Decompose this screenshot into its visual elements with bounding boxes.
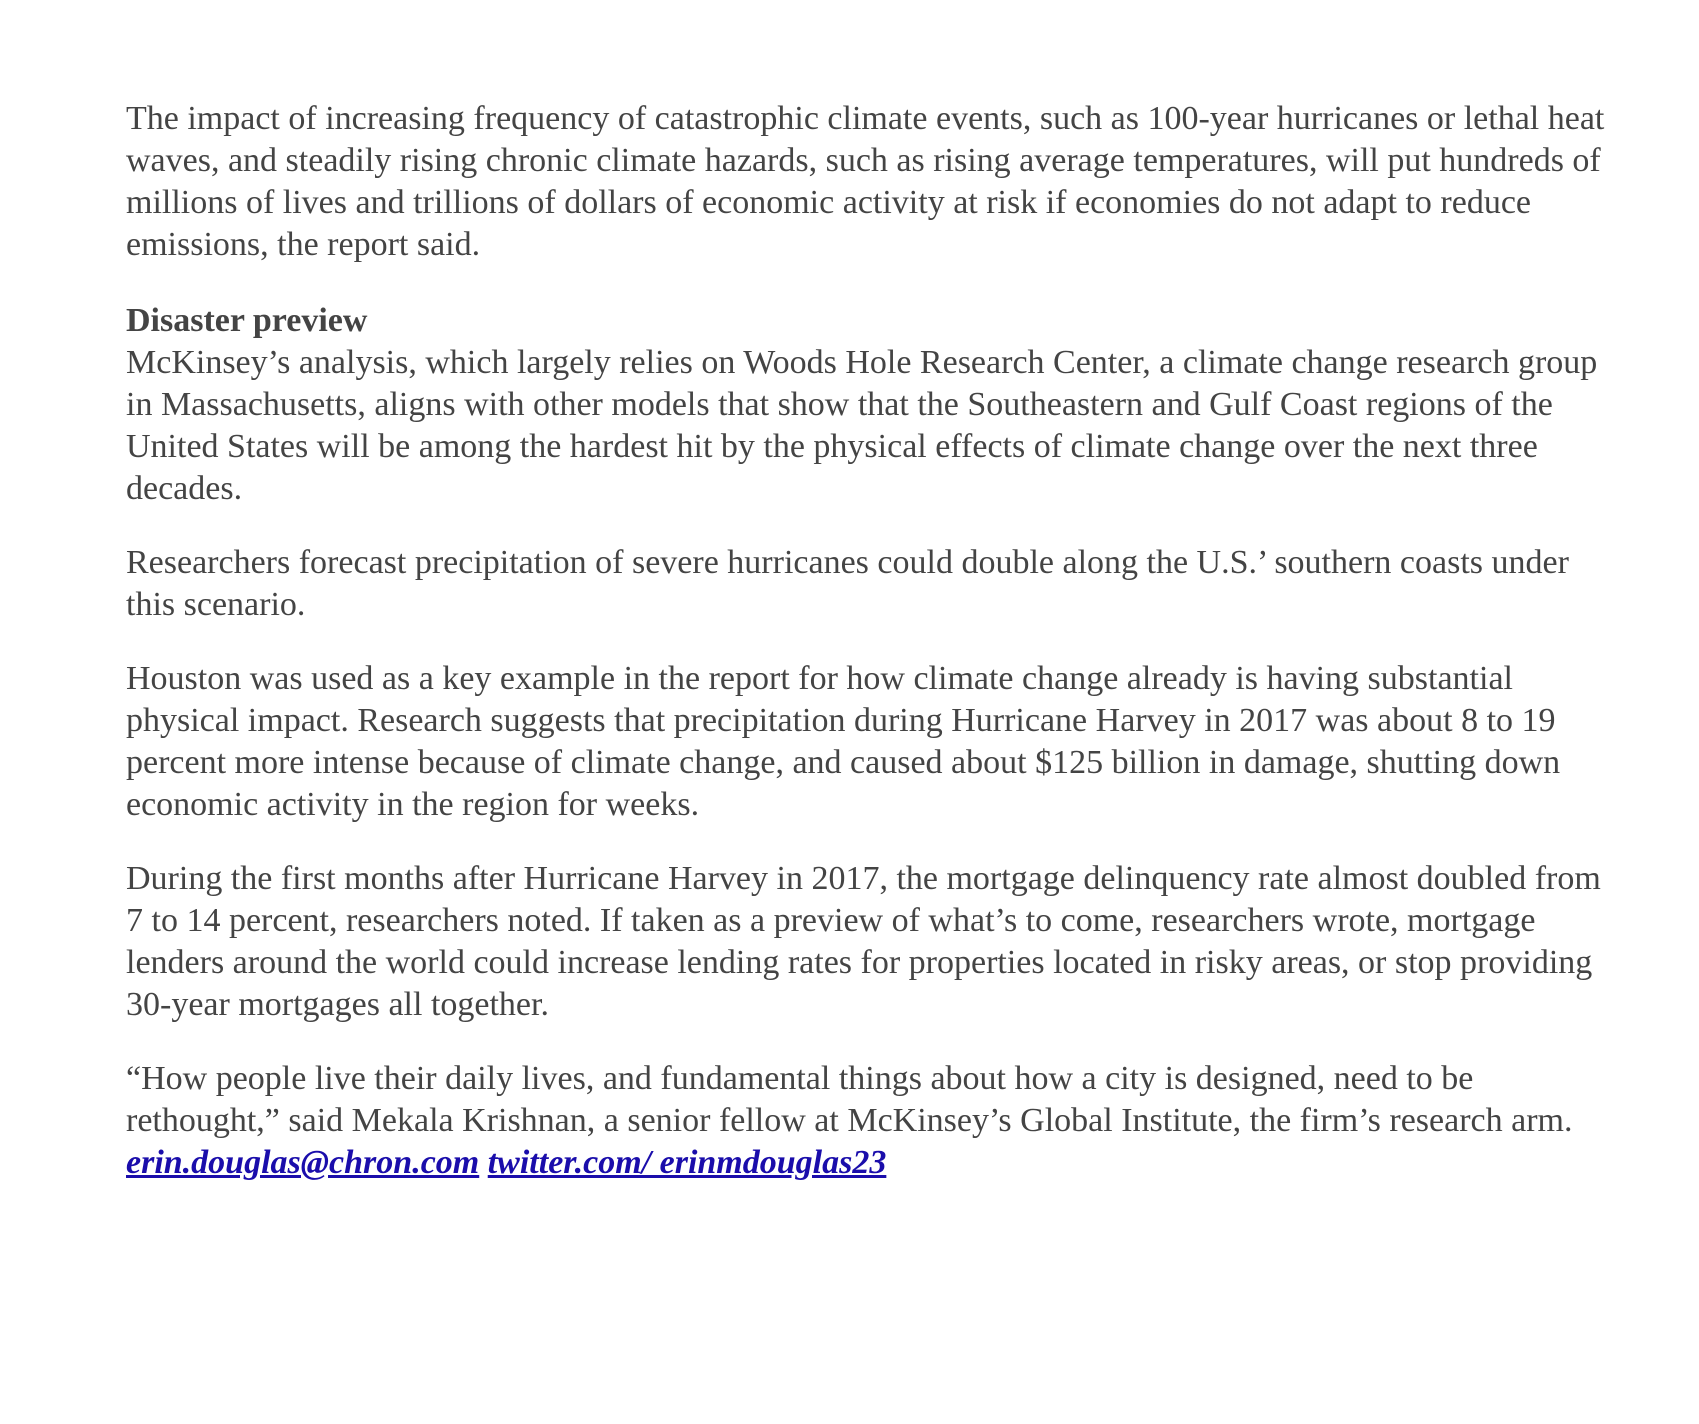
quote-text: “How people live their daily lives, and fundamental things about how a city is designed, need to be rethought,” said Mekala Krishnan, a senior fellow at McKinsey’s Global Institute, the firm’s research arm. xyxy=(126,1060,1573,1139)
article-paragraph-analysis: McKinsey’s analysis, which largely relies on Woods Hole Research Center, a climate change research group in Massachusetts, aligns with other models that show that the Southeastern and Gulf Coast regions of the United States will be among the hardest hit by the physical effects of climate change over the next three decades. xyxy=(126,344,1598,507)
article-paragraph-mortgage: During the first months after Hurricane Harvey in 2017, the mortgage delinquency rate almost doubled from 7 to 14 percent, researchers noted. If taken as a preview of what’s to come, researchers wrote, mortgage lenders around the world could increase lending rates for properties located in risky areas, or stop providing 30-year mortgages all together. xyxy=(126,860,1601,1023)
article-body xyxy=(126,98,1606,1184)
article-paragraph-houston: Houston was used as a key example in the report for how climate change already is having substantial physical impact. Research suggests that precipitation during Hurricane Harvey in 2017 was about 8 to 19 percent more intense because of climate change, and caused about $125 billion in damage, shutting down economic activity in the region for weeks. xyxy=(126,660,1561,823)
article-paragraph-quote xyxy=(126,1058,1606,1184)
author-twitter-link[interactable]: twitter.com/ erinmdouglas23 xyxy=(487,1144,887,1181)
author-email-link[interactable]: erin.douglas@chron.com xyxy=(126,1144,480,1181)
section-heading: Disaster preview xyxy=(126,302,368,339)
article-paragraph-intro: The impact of increasing frequency of catastrophic climate events, such as 100-year hurricanes or lethal heat waves, and steadily rising chronic climate hazards, such as rising average temperatures, will put hundreds of millions of lives and trillions of dollars of economic activity at risk if economies do not adapt to reduce emissions, the report said. xyxy=(126,100,1605,263)
article-paragraph-forecast: Researchers forecast precipitation of severe hurricanes could double along the U.S.’ southern coasts under this scenario. xyxy=(126,544,1569,623)
